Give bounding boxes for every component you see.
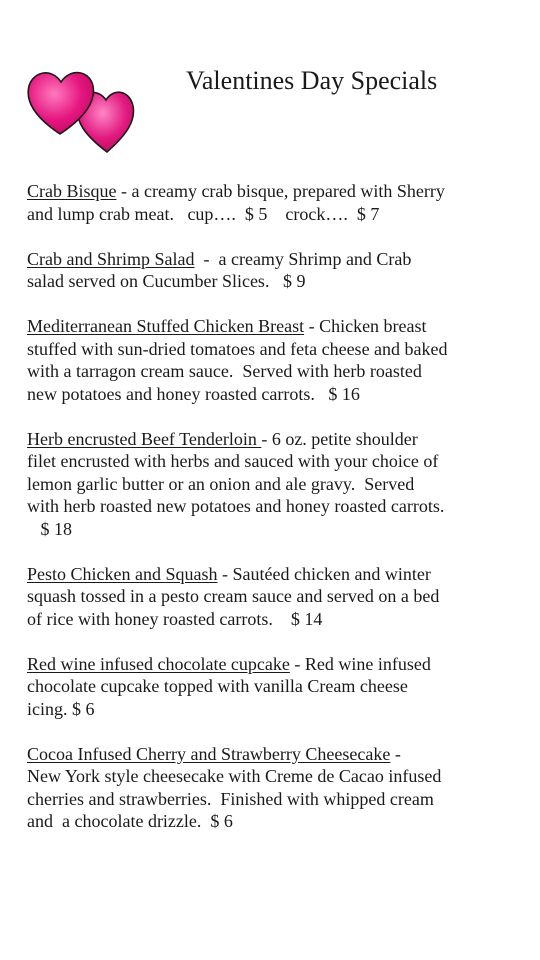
- menu-item-name: Crab and Shrimp Salad: [27, 248, 195, 269]
- menu-item-description: - Red wine infused: [289, 653, 431, 674]
- menu-item-line: and lump crab meat. cup…. $ 5 crock…. $ 7: [27, 203, 380, 224]
- menu-item-line: and a chocolate drizzle. $ 6: [27, 811, 233, 831]
- menu-item: [27, 428, 527, 541]
- menu-item-line: stuffed with sun-dried tomatoes and feta cheese and baked: [27, 338, 448, 359]
- menu-item-line: squash tossed in a pesto cream sauce and served on a bed: [27, 586, 440, 606]
- menu-item-line: icing. $ 6: [27, 698, 95, 719]
- menu-item-description: - Chicken breast: [304, 316, 427, 336]
- menu-item-name: Cocoa Infused Cherry and Strawberry Cheesecake: [27, 743, 391, 764]
- menu-item-description: - 6 oz. petite shoulder: [261, 428, 418, 449]
- menu-item-line: New York style cheesecake with Creme de Cacao infused: [27, 766, 442, 786]
- menu-item-name: Herb encrusted Beef Tenderloin: [27, 428, 262, 449]
- double-hearts-icon: [24, 62, 139, 157]
- menu-item-line: [27, 563, 527, 586]
- menu-item-line: filet encrusted with herbs and sauced with your choice of: [27, 451, 439, 471]
- menu-item-line: $ 18: [27, 518, 72, 539]
- menu-item-line: salad served on Cucumber Slices. $ 9: [27, 271, 306, 291]
- menu-item: [27, 248, 527, 293]
- menu-item-line: [27, 248, 527, 271]
- menu-item-line: [27, 315, 527, 338]
- menu-item-line: [27, 428, 527, 451]
- menu-item-description: - a creamy crab bisque, prepared with Sherry: [116, 181, 445, 201]
- menu-item-line: [27, 743, 527, 766]
- menu-item-line: lemon garlic butter or an onion and ale gravy. Served: [27, 473, 415, 494]
- menu-item-line: cherries and strawberries. Finished with whipped cream: [27, 788, 434, 809]
- menu-item-name: Pesto Chicken and Squash: [27, 563, 218, 584]
- menu-item: [27, 653, 527, 721]
- menu-item-line: [27, 180, 527, 203]
- menu-item-line: with a tarragon cream sauce. Served with herb roasted: [27, 361, 422, 381]
- menu-item-line: of rice with honey roasted carrots. $ 14: [27, 608, 323, 629]
- menu-item-name: Red wine infused chocolate cupcake: [27, 653, 290, 674]
- menu-item-line: with herb roasted new potatoes and honey roasted carrots.: [27, 496, 445, 516]
- menu-item-name: Mediterranean Stuffed Chicken Breast: [27, 316, 305, 336]
- menu-item: [27, 743, 527, 833]
- menu-item-line: [27, 653, 527, 676]
- menu-item-name: Crab Bisque: [27, 181, 117, 201]
- menu-list: [27, 180, 527, 855]
- menu-item-line: chocolate cupcake topped with vanilla Cream cheese: [27, 676, 408, 696]
- menu-item: [27, 315, 527, 405]
- menu-item-line: new potatoes and honey roasted carrots. $ 16: [27, 383, 360, 404]
- page-title: Valentines Day Specials: [186, 66, 438, 95]
- menu-item: [27, 180, 527, 225]
- menu-item-description: - a creamy Shrimp and Crab: [194, 248, 412, 269]
- menu-item-description: - Sautéed chicken and winter: [217, 563, 431, 584]
- menu-item-description: -: [390, 743, 401, 764]
- menu-item: [27, 563, 527, 631]
